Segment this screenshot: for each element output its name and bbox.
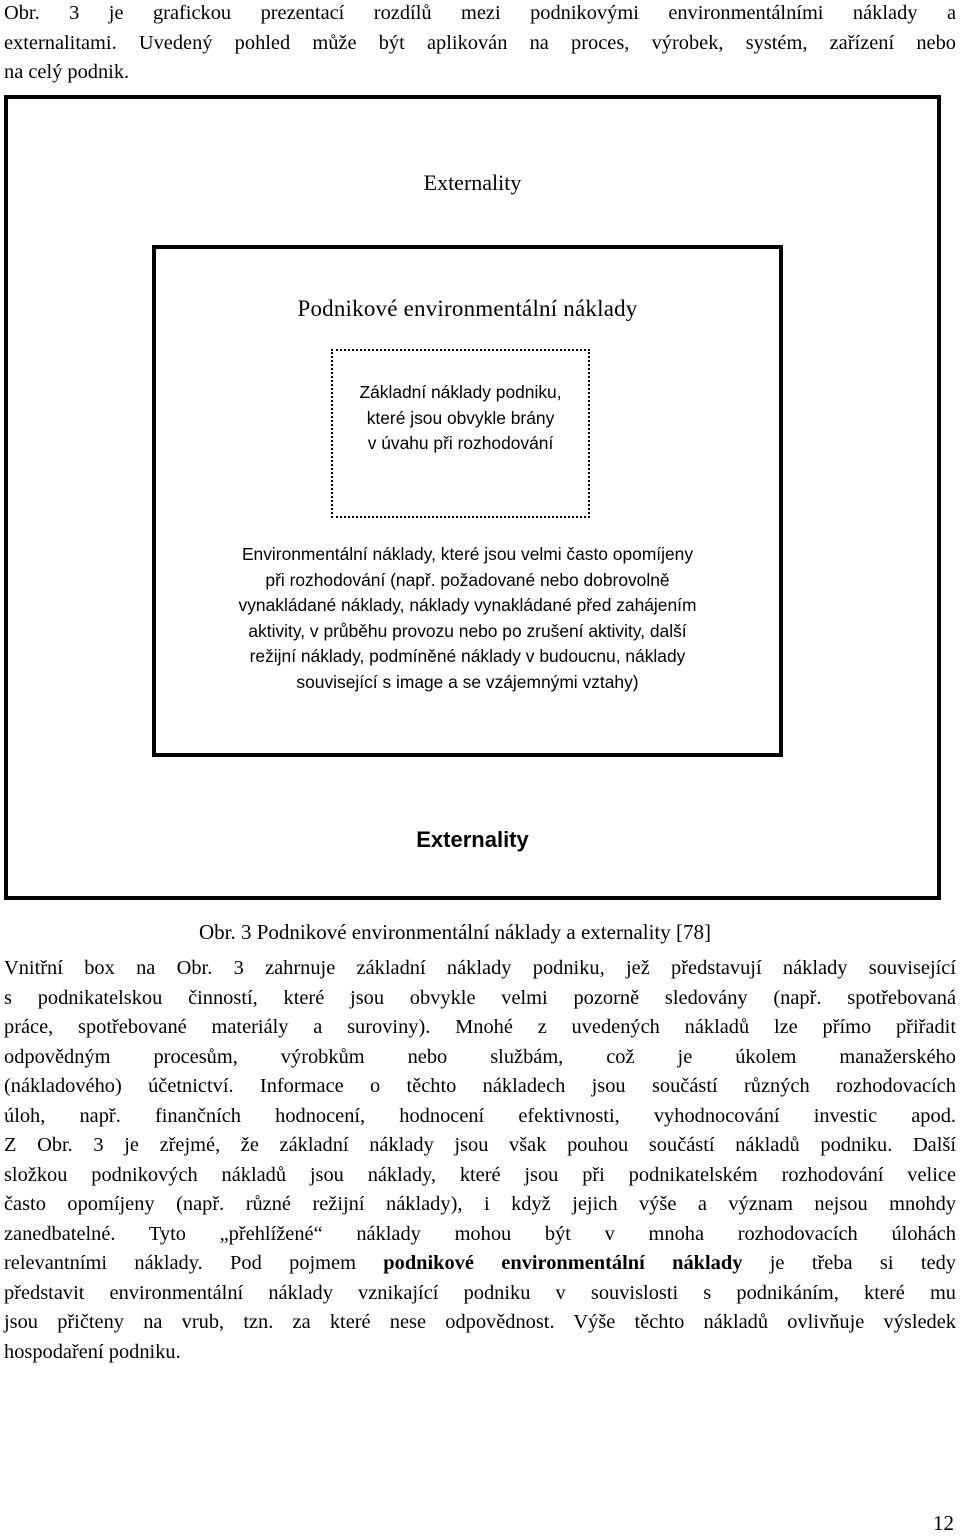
text-fragment: relevantními náklady. Pod pojmem — [4, 1252, 356, 1274]
figure-caption: Obr. 3 Podnikové environmentální náklady a externality [78] — [198, 920, 712, 944]
text-line: s podnikatelskou činností, které jsou obvykle velmi pozorně sledovány (např. spotřebovaná — [4, 986, 956, 1009]
intro-paragraph — [4, 0, 956, 88]
text-line: Vnitřní box na Obr. 3 zahrnuje základní náklady podniku, jež představují náklady související — [4, 957, 956, 979]
text-line: při rozhodování (např. požadované nebo dobrovolně — [265, 569, 670, 590]
text-line: složkou podnikových nákladů jsou náklady, které jsou při podnikatelském rozhodování velice — [4, 1163, 956, 1186]
text-line: režijní náklady, podmíněné náklady v budoucnu, náklady — [249, 646, 686, 667]
text-line: často opomíjeny (např. různé režijní náklady), i když jejich výše a význam nejsou mnohdy — [4, 1193, 956, 1215]
text-line: hospodaření podniku. — [4, 1340, 181, 1363]
bold-term: podnikové environmentální náklady — [383, 1252, 743, 1274]
text-line: odpovědným procesům, výrobkům nebo službám, což je úkolem manažerského — [4, 1045, 956, 1068]
text-line: práce, spotřebované materiály a suroviny). Mnohé z uvedených nákladů lze přímo přiřadit — [4, 1016, 956, 1038]
basic-costs-text — [331, 380, 590, 457]
text-fragment: je třeba si tedy — [742, 1252, 956, 1274]
text-line: aktivity, v průběhu provozu nebo po zrušení aktivity, další — [248, 620, 687, 641]
text-line: úloh, např. finančních hodnocení, hodnocení efektivnosti, vyhodnocování investic apod. — [4, 1104, 956, 1127]
text-line: Obr. 3 je grafickou prezentací rozdílů mezi podnikovými environmentálními náklady a — [4, 2, 956, 24]
text-line: vynakládané náklady, náklady vynakládané před zahájením — [238, 595, 697, 616]
text-line: Z Obr. 3 je zřejmé, že základní náklady jsou však pouhou součástí nákladů podniku. Další — [4, 1134, 956, 1156]
externality-bottom-label: Externality — [416, 827, 529, 852]
text-line: související s image a se vzájemnými vztahy) — [296, 671, 639, 692]
text-line: na celý podnik. — [4, 61, 130, 83]
text-line: které jsou obvykle brány — [366, 407, 555, 428]
text-line: jsou přičteny na vrub, tzn. za které nese odpovědnost. Výše těchto nákladů ovlivňuje výsledek — [4, 1311, 956, 1333]
environmental-costs-text — [152, 542, 783, 696]
text-line: Základní náklady podniku, — [359, 382, 562, 402]
body-paragraph — [4, 954, 956, 1367]
text-line: Environmentální náklady, které jsou velmi často opomíjeny — [241, 544, 694, 564]
text-line: představit environmentální náklady vznikající podniku v souvislosti s podnikáním, které mu — [4, 1281, 956, 1304]
text-line — [4, 1249, 956, 1279]
enterprise-costs-title: Podnikové environmentální náklady — [297, 296, 638, 321]
page-number: 12 — [933, 1511, 954, 1535]
text-line: externalitami. Uvedený pohled může být aplikován na proces, výrobek, systém, zařízení nebo — [4, 31, 956, 54]
text-line: (nákladového) účetnictví. Informace o těchto nákladech jsou součástí různých rozhodovacích — [4, 1075, 956, 1097]
text-line: v úvahu při rozhodování — [367, 433, 554, 454]
text-line: zanedbatelné. Tyto „přehlížené“ náklady mohou být v mnoha rozhodovacích úlohách — [4, 1222, 956, 1245]
externality-top-label: Externality — [423, 170, 522, 195]
